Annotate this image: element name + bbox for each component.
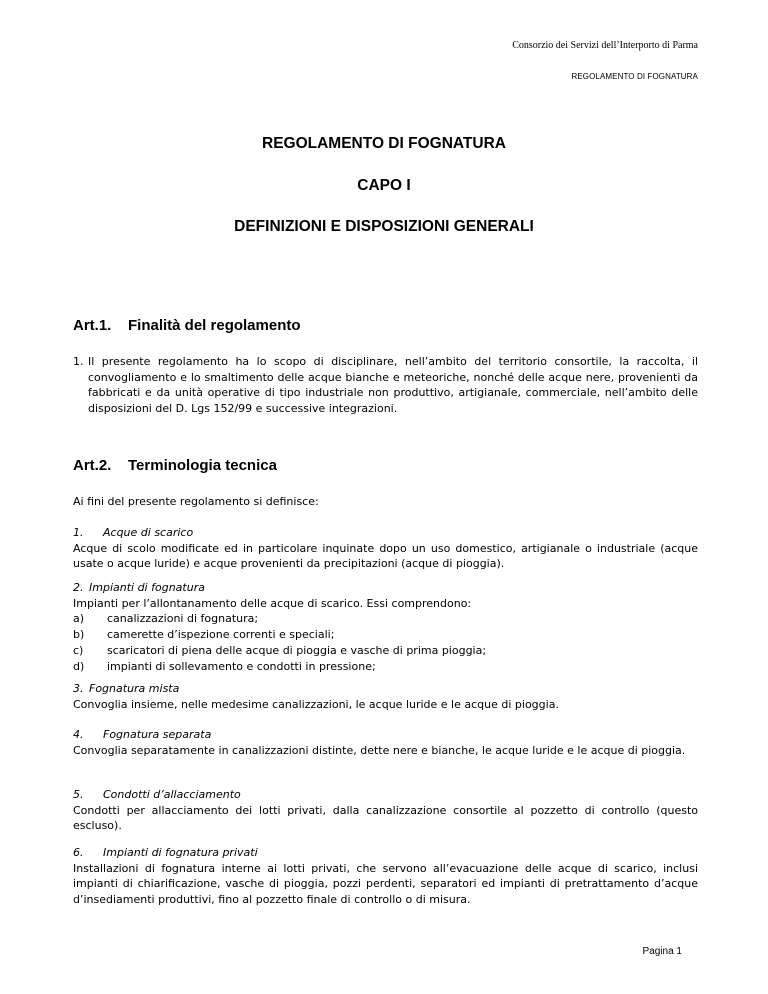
definition-number: 2.: [73, 581, 84, 594]
list-text: canalizzazioni di fognatura;: [107, 612, 259, 626]
definition-4-text: Convoglia separatamente in canalizzazioni distinte, dette nere e bianche, le acque luride e le acque di pioggia.: [73, 743, 686, 757]
header-doc-title: REGOLAMENTO DI FOGNATURA: [571, 72, 698, 81]
definition-4-heading: [73, 727, 698, 743]
definition-6-text: Installazioni di fognatura interne ai lotti privati, che servono all’evacuazione delle acque di scarico, inclusi impianti di chiarificazione, vasche di pioggia, pozzi perdenti, separatori ed impianti di pretrattamento d’acque d’insediamenti produttivi, fino al pozzetto finale di controllo o di misura.: [73, 861, 698, 907]
article-1-title: Finalità del regolamento: [128, 317, 301, 334]
definition-number: 6.: [73, 846, 84, 859]
list-letter: a): [73, 612, 85, 626]
chapter-subtitle: DEFINIZIONI E DISPOSIZIONI GENERALI: [234, 218, 534, 235]
definition-2-heading: [73, 580, 698, 596]
header-organization: Consorzio dei Servizi dell’Interporto di Parma: [512, 40, 698, 51]
definition-1-text: Acque di scolo modificate ed in particolare inquinate dopo un uso domestico, artigianale o industriale (acque usate o acque luride) e acque provenienti da precipitazioni (acque di pioggia).: [73, 541, 698, 571]
article-1-number: Art.1.: [73, 317, 112, 334]
list-item: [73, 611, 698, 627]
definition-title: Impianti di fognatura: [89, 581, 205, 594]
article-1-heading: [73, 317, 301, 334]
paragraph-number: 1.: [73, 355, 84, 368]
list-text: camerette d’ispezione correnti e speciali;: [107, 628, 335, 642]
definition-5: [73, 787, 698, 834]
definition-number: 4.: [73, 728, 84, 741]
definition-1-heading: [73, 525, 698, 541]
definition-title: Impianti di fognatura privati: [103, 846, 258, 859]
definition-number: 1.: [73, 526, 84, 539]
list-text: scaricatori di piena delle acque di pioggia e vasche di prima pioggia;: [107, 643, 487, 657]
definition-number: 3.: [73, 682, 84, 695]
definition-5-heading: [73, 787, 698, 803]
list-letter: c): [73, 643, 84, 657]
list-item: [73, 627, 698, 643]
definition-6-heading: [73, 845, 698, 861]
definition-4: [73, 727, 698, 758]
article-1-paragraph: [73, 354, 698, 417]
definition-3-text: Convoglia insieme, nelle medesime canalizzazioni, le acque luride e le acque di pioggia.: [73, 697, 559, 711]
definition-title: Condotti d’allacciamento: [103, 788, 241, 801]
list-letter: b): [73, 628, 85, 642]
article-2-title: Terminologia tecnica: [128, 457, 277, 474]
page-number: Pagina 1: [642, 946, 682, 957]
definition-2-text: Impianti per l’allontanamento delle acque di scarico. Essi comprendono:: [73, 596, 472, 610]
definition-2: [73, 580, 698, 674]
definition-title: Acque di scarico: [103, 526, 194, 539]
paragraph-text: Il presente regolamento ha lo scopo di disciplinare, nell’ambito del territorio consortile, la raccolta, il convogliamento e lo smaltimento delle acque bianche e meteoriche, nonché delle acque nere, provenienti da fabbricati e da unità operative di tipo industriale non produttivo, artigianale, commerciale, nell’ambito delle disposizioni del D. Lgs 152/99 e successive integrazioni.: [88, 355, 698, 416]
definition-title: Fognatura separata: [103, 728, 212, 741]
list-letter: d): [73, 659, 85, 673]
definition-3-heading: [73, 681, 698, 697]
article-2-heading: [73, 457, 277, 474]
chapter-title: CAPO I: [357, 177, 411, 194]
article-2-intro: Ai fini del presente regolamento si definisce:: [73, 495, 319, 508]
definition-5-text: Condotti per allacciamento dei lotti privati, dalla canalizzazione consortile al pozzetto di controllo (questo escluso).: [73, 803, 698, 833]
definition-number: 5.: [73, 788, 84, 801]
list-text: impianti di sollevamento e condotti in pressione;: [107, 659, 376, 673]
definition-1: [73, 525, 698, 572]
definition-3: [73, 681, 698, 712]
definition-6: [73, 845, 698, 908]
list-item: [73, 643, 698, 659]
article-2-number: Art.2.: [73, 457, 112, 474]
definition-title: Fognatura mista: [89, 682, 180, 695]
list-item: [73, 659, 698, 675]
document-title: REGOLAMENTO DI FOGNATURA: [262, 135, 506, 152]
